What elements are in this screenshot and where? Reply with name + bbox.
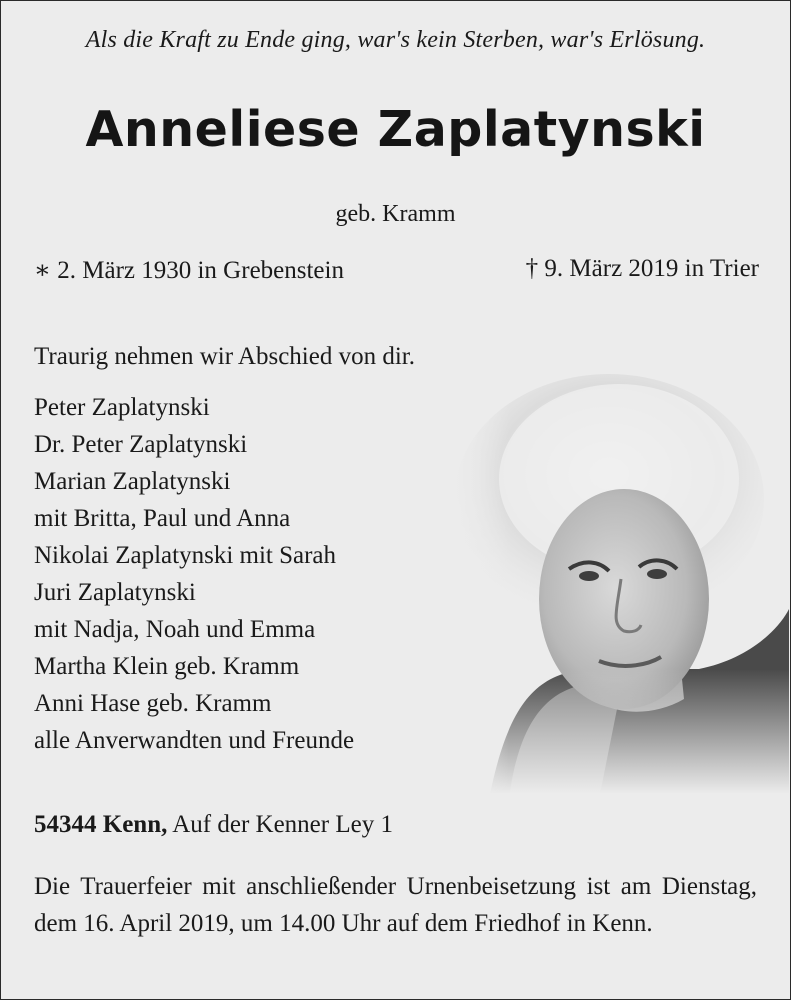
mourners-list bbox=[34, 389, 354, 759]
deceased-name: Anneliese Zaplatynski bbox=[85, 101, 706, 158]
address-town: 54344 Kenn, bbox=[34, 811, 168, 838]
motto: Als die Kraft zu Ende ging, war's kein Sterben, war's Erlösung. bbox=[85, 27, 706, 53]
mourner-item: Dr. Peter Zaplatynski bbox=[34, 431, 248, 458]
mourner-item: Anni Hase geb. Kramm bbox=[34, 690, 272, 717]
mourner-item: Juri Zaplatynski bbox=[34, 579, 196, 606]
mourner-item: Marian Zaplatynski bbox=[34, 468, 231, 495]
funeral-service-info: Die Trauerfeier mit anschließender Urnenbeisetzung ist am Dienstag, dem 16. April 2019, um 14.00 Uhr auf dem Friedhof in Kenn. bbox=[34, 873, 757, 937]
farewell-line: Traurig nehmen wir Abschied von dir. bbox=[34, 343, 415, 370]
mourner-item: alle Anverwandten und Freunde bbox=[34, 727, 355, 754]
mourner-item: Peter Zaplatynski bbox=[34, 394, 210, 421]
mourner-item: mit Nadja, Noah und Emma bbox=[34, 616, 316, 643]
mourner-item: mit Britta, Paul und Anna bbox=[34, 505, 291, 532]
portrait-photo bbox=[449, 369, 789, 794]
death-date: † 9. März 2019 in Trier bbox=[525, 255, 759, 282]
birth-name: geb. Kramm bbox=[335, 201, 456, 227]
mourner-item: Nikolai Zaplatynski mit Sarah bbox=[34, 542, 337, 569]
address bbox=[34, 811, 393, 839]
birth-date: ∗ 2. März 1930 in Grebenstein bbox=[34, 257, 344, 284]
mourner-item: Martha Klein geb. Kramm bbox=[34, 653, 300, 680]
address-street: Auf der Kenner Ley 1 bbox=[172, 811, 393, 838]
